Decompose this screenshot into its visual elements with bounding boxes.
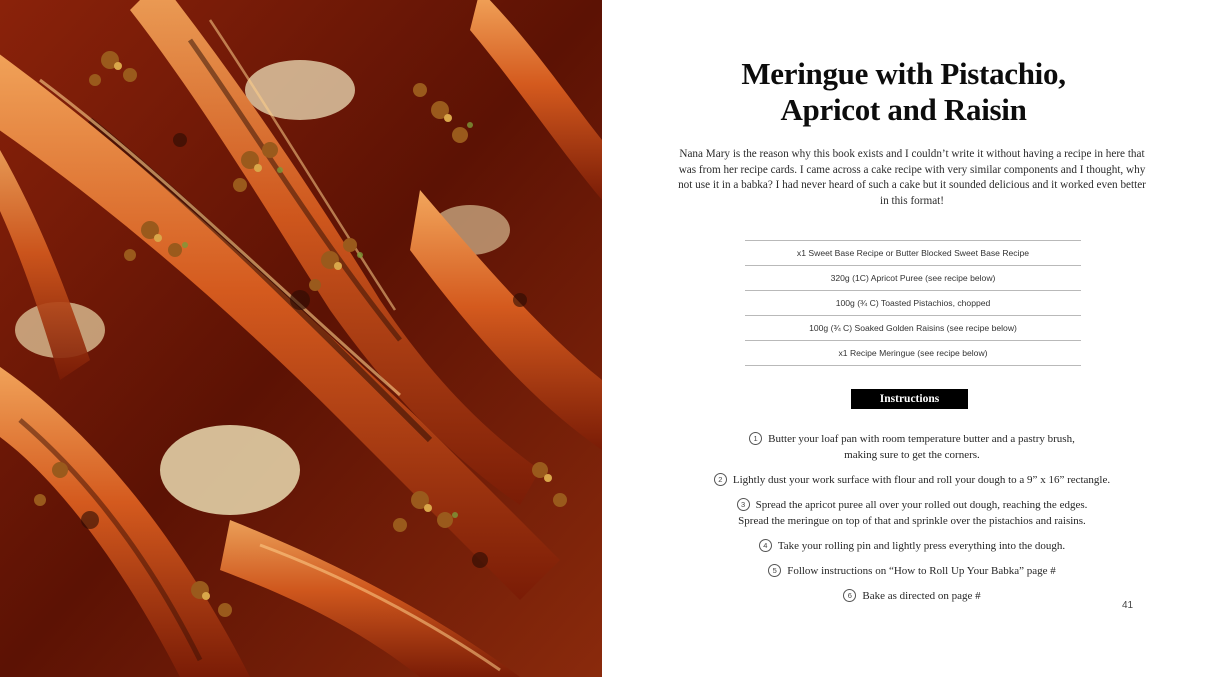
- instruction-step: [632, 589, 1192, 605]
- step-text: Butter your loaf pan with room temperature butter and a pastry brush, making sure to get the corners.: [768, 433, 1075, 461]
- recipe-title-line-2: Apricot and Raisin: [780, 92, 1027, 127]
- page-number: 41: [1122, 600, 1134, 611]
- step-number-icon: 5: [768, 564, 781, 577]
- recipe-title-line-1: Meringue with Pistachio,: [741, 56, 1066, 91]
- instruction-step: [632, 564, 1192, 580]
- recipe-title: [602, 56, 1205, 128]
- ingredient-item: x1 Sweet Base Recipe or Butter Blocked Sweet Base Recipe: [745, 241, 1081, 266]
- ingredient-item: 100g (¾ C) Soaked Golden Raisins (see recipe below): [745, 316, 1081, 341]
- instruction-step: [632, 539, 1192, 555]
- recipe-page: [602, 0, 1205, 677]
- instruction-step: [632, 473, 1192, 489]
- step-number-icon: 1: [749, 432, 762, 445]
- step-number-icon: 2: [714, 473, 727, 486]
- instruction-step: [632, 498, 1192, 529]
- step-number-icon: 6: [843, 589, 856, 602]
- ingredient-item: x1 Recipe Meringue (see recipe below): [745, 341, 1081, 366]
- ingredient-item: 100g (¾ C) Toasted Pistachios, chopped: [745, 291, 1081, 316]
- ingredient-item: 320g (1C) Apricot Puree (see recipe below): [745, 266, 1081, 291]
- step-text: Follow instructions on “How to Roll Up Your Babka” page #: [787, 564, 1056, 577]
- step-number-icon: 3: [737, 498, 750, 511]
- instruction-step: [632, 432, 1192, 463]
- step-text: Spread the apricot puree all over your rolled out dough, reaching the edges. Spread the meringue on top of that and sprinkle over the pistachios and raisins.: [738, 498, 1088, 527]
- step-text: Take your rolling pin and lightly press everything into the dough.: [777, 539, 1066, 552]
- step-text: Bake as directed on page #: [862, 590, 981, 603]
- step-number-icon: 4: [759, 539, 772, 552]
- step-text: Lightly dust your work surface with flour and roll your dough to a 9” x 16” rectangle.: [732, 473, 1111, 486]
- babka-photo: [0, 0, 602, 677]
- instructions-heading: Instructions: [851, 389, 968, 409]
- babka-closeup-icon: [0, 0, 602, 677]
- instruction-steps: [632, 432, 1192, 614]
- ingredient-list: [745, 240, 1081, 366]
- recipe-intro: Nana Mary is the reason why this book exists and I couldn’t write it without having a recipe in here that was from her recipe cards. I came across a cake recipe with very similar components and I thought, why not use it in a babka? I had never heard of such a cake but it sounded delicious and it worked even better in this format!: [678, 148, 1146, 207]
